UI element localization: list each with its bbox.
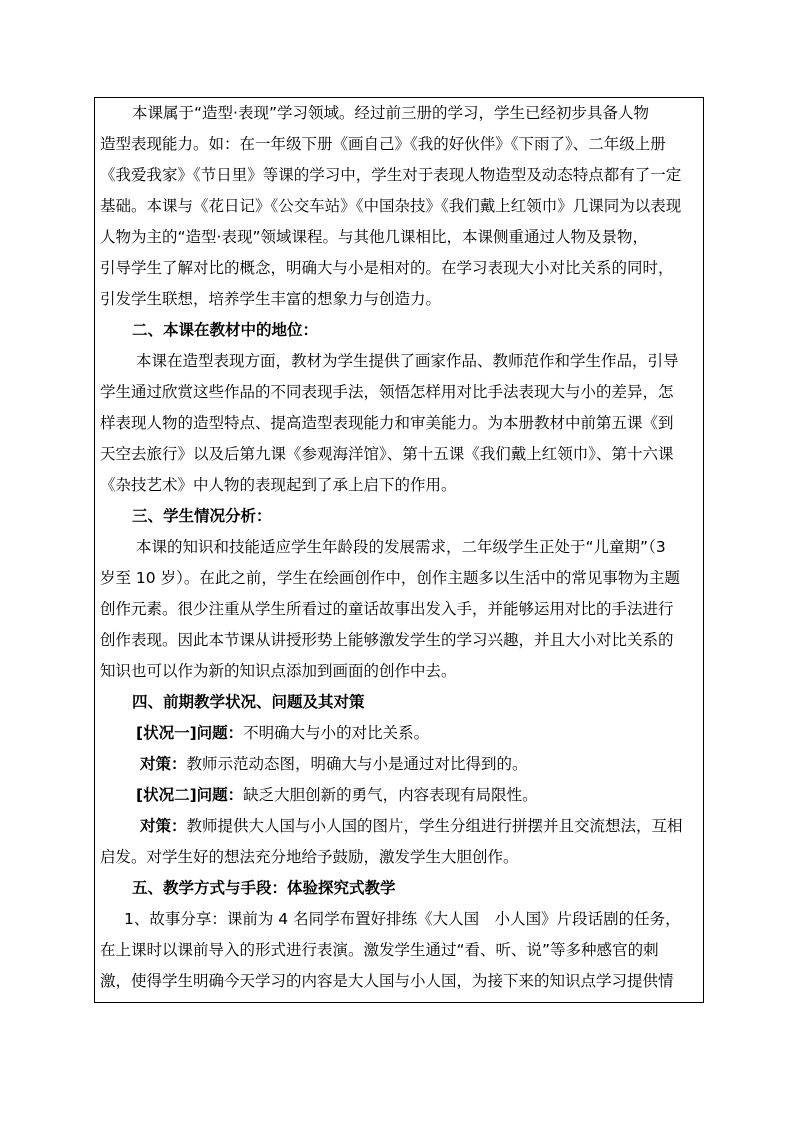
text-line: 启发。对学生好的想法充分地给予鼓励，激发学生大胆创作。 bbox=[100, 848, 519, 866]
situation-one bbox=[100, 718, 700, 749]
text-line: 基础。本课与《花日记》《公交车站》《中国杂技》《我们戴上红领巾》几课同为以表现 bbox=[100, 197, 682, 215]
text-line: 天空去旅行》以及后第九课《参观海洋馆》、第十五课《我们戴上红领巾》、第十六课 bbox=[100, 445, 674, 463]
section-heading-students: 三、学生情况分析： bbox=[132, 507, 272, 525]
text-line: 本课的知识和技能适应学生年龄段的发展需求，二年级学生正处于“儿童期”（3 bbox=[136, 538, 666, 556]
paragraph-position bbox=[100, 346, 700, 501]
text-line: 人物为主的“造型·表现”领域课程。与其他几课相比，本课侧重通过人物及景物， bbox=[100, 228, 648, 246]
text-line: 1、故事分享：课前为 4 名同学布置好排练《大人国 小人国》片段话剧的任务， bbox=[124, 910, 681, 928]
countermeasure-two bbox=[100, 811, 700, 842]
situation-one-text: 不明确大与小的对比关系。 bbox=[243, 724, 430, 742]
text-line: 造型表现能力。如：在一年级下册《画自己》《我的好伙伴》《下雨了》、二年级上册 bbox=[100, 135, 666, 153]
situation-two-text: 缺乏大胆创新的勇气，内容表现有局限性。 bbox=[243, 786, 538, 804]
document-body bbox=[100, 98, 700, 997]
text-line: 在上课时以课前导入的形式进行表演。激发学生通过“看、听、说”等多种感官的刺 bbox=[100, 941, 659, 959]
countermeasure-two-text: 教师提供大人国与小人国的图片，学生分组进行拼摆并且交流想法，互相 bbox=[186, 817, 683, 835]
paragraph-intro bbox=[100, 98, 700, 315]
situation-two bbox=[100, 780, 700, 811]
paragraph-method bbox=[100, 904, 700, 997]
text-line: 知识也可以作为新的知识点添加到画面的创作中去。 bbox=[100, 662, 457, 680]
text-line: 激，使得学生明确今天学习的内容是大人国与小人国，为接下来的知识点学习提供情 bbox=[100, 972, 674, 990]
text-line: 本课属于“造型·表现”学习领域。经过前三册的学习，学生已经初步具备人物 bbox=[132, 104, 649, 122]
text-line: 学生通过欣赏这些作品的不同表现手法，领悟怎样用对比手法表现大与小的差异，怎 bbox=[100, 383, 674, 401]
text-line: 岁至 10 岁）。在此之前，学生在绘画创作中，创作主题多以生活中的常见事物为主题 bbox=[100, 569, 680, 587]
section-heading-position: 二、本课在教材中的地位： bbox=[132, 321, 319, 339]
situation-one-label: [状况一]问题： bbox=[136, 724, 244, 742]
section-heading-method: 五、教学方式与手段：体验探究式教学 bbox=[132, 879, 396, 897]
text-line: 引发学生联想，培养学生丰富的想象力与创造力。 bbox=[100, 290, 442, 308]
section-heading-problems: 四、前期教学状况、问题及其对策 bbox=[132, 693, 365, 711]
text-line: 本课在造型表现方面，教材为学生提供了画家作品、教师范作和学生作品，引导 bbox=[136, 352, 679, 370]
text-line: 引导学生了解对比的概念，明确大与小是相对的。在学习表现大小对比关系的同时， bbox=[100, 259, 674, 277]
text-line: 样表现人物的造型特点、提高造型表现能力和审美能力。为本册教材中前第五课《到 bbox=[100, 414, 674, 432]
countermeasure-one-text: 教师示范动态图，明确大与小是通过对比得到的。 bbox=[186, 755, 528, 773]
text-line: 《我爱我家》《节日里》等课的学习中，学生对于表现人物造型及动态特点都有了一定 bbox=[100, 166, 682, 184]
text-line: 创作元素。很少注重从学生所看过的童话故事出发入手，并能够运用对比的手法进行 bbox=[100, 600, 674, 618]
countermeasure-one bbox=[100, 749, 700, 780]
text-line: 创作表现。因此本节课从讲授形势上能够激发学生的学习兴趣，并且大小对比关系的 bbox=[100, 631, 674, 649]
text-line: 《杂技艺术》中人物的表现起到了承上启下的作用。 bbox=[100, 476, 457, 494]
countermeasure-two-label: 对策： bbox=[140, 817, 187, 835]
situation-two-label: [状况二]问题： bbox=[136, 786, 244, 804]
paragraph-students bbox=[100, 532, 700, 687]
countermeasure-one-label: 对策： bbox=[140, 755, 187, 773]
